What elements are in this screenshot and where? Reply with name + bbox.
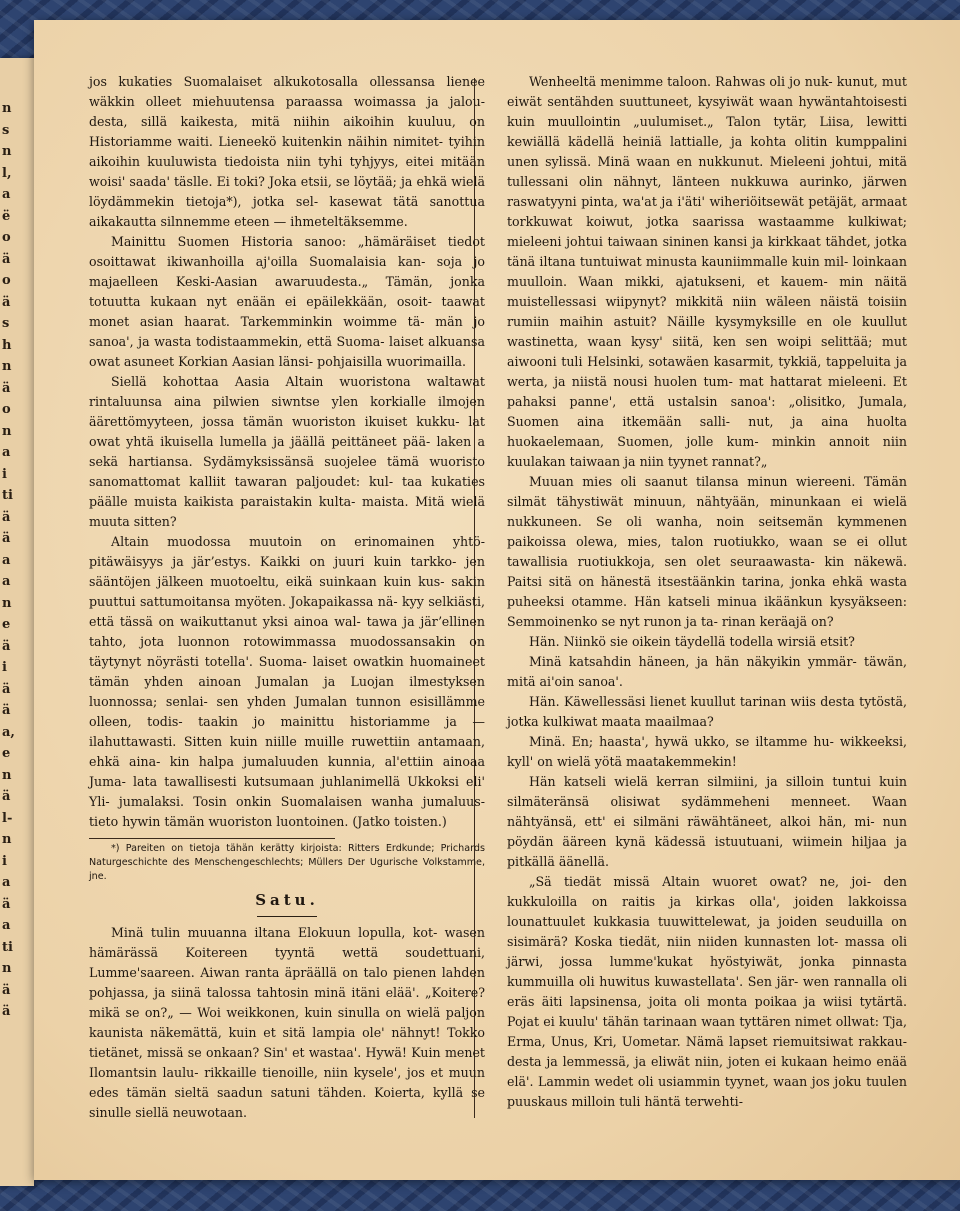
paragraph: Minä katsahdin häneen, ja hän näkyikin ymmär- täwän, mitä ai'oin sanoa'. xyxy=(507,654,907,689)
edge-letter: s xyxy=(2,316,10,331)
edge-letter: ä xyxy=(2,251,11,267)
left-column xyxy=(89,72,485,1123)
edge-letter: a xyxy=(2,552,11,568)
edge-letter: ä xyxy=(2,638,11,654)
edge-letter: ä xyxy=(2,380,11,396)
edge-letter: e xyxy=(2,746,11,761)
edge-letter: a xyxy=(2,875,11,890)
paragraph: Minä tulin muuanna iltana Elokuun lopulla, kot- wasen hämärässä Koitereen tyyntä wettä soudettuani, Lumme'saareen. Aiwan ranta äpräällä on talo pienen lahden pohjassa, ja siinä talossa tahtosin minä itäni elää'. „Koitere? mikä se on?„ — Woi weikkonen, kuin sinulla on wielä paljon kaunista näkemättä, kuin et sitä lampia ole' nähnyt! Tokko tietänet, missä se onkaan? Sin' et wastaa'. Hywä! Kuin menet Ilomantsin laulu- rikkaille tienoille, niin kysele', jos et muun edes tämän sieltä saadun satuni tähden. Koierta, kyllä se sinulle siellä neuwotaan. xyxy=(89,925,485,1120)
edge-letter: ä xyxy=(2,703,11,718)
edge-letter: ä xyxy=(2,1004,11,1019)
paragraph: Hän katseli wielä kerran silmiini, ja silloin tuntui kuin silmäteränsä olisiwat sydämmeheni menneet. Waan nähtyänsä, ett' ei silmäni räwähtäneet, alkoi hän, mi- nun pöydän ääreen kynä kädessä istuutuani, wiimein hiljaa ja pitkällä äänellä. xyxy=(507,774,907,869)
edge-letter: n xyxy=(2,359,12,374)
edge-letter: a, xyxy=(2,724,15,740)
paragraph: Minä. En; haasta', hywä ukko, se iltamme hu- wikkeeksi, kyll' on wielä yötä maatakemmekin! xyxy=(507,734,907,769)
left-page-edge xyxy=(0,58,34,1186)
paragraph: Siellä kohottaa Aasia Altain wuoristona waltawat rintaluunsa aina pilwien siwntse ylen korkialle ilmojen äärettömyyteen, jossa tämän wuoriston ikuiset kukku- lat owat yhtä ikuisella lumella ja jäällä peittäneet pää- laken a sekä hartiansa. Sydämyksissänsä suojelee tämä wuoristo sanomattomat kalliit tawaran paljoudet: kul- taa kukaties päälle muista kaikista paraistakin kulta- maista. Mitä wielä muuta sitten? xyxy=(89,374,485,529)
edge-letter: ä xyxy=(2,681,11,697)
edge-letter: h xyxy=(2,337,12,353)
left-page-edge-letters xyxy=(2,98,20,1023)
paragraph: Muuan mies oli saanut tilansa minun wiereeni. Tämän silmät tähystiwät minuun, nähtyään, minunkaan ei wielä nukkuneen. Se oli wanha, noin seitsemän kymmenen paikoissa olewa, mies, talon ruotiukko, waan se ei ollut tawallisia ruotiukkoja, sen olet seuraawasta- kin näkewä. Paitsi sitä on hänestä itsestäänkin tarina, jonka ehkä wasta puheeksi otamme. Hän katseli minua ikäänkun kysyäkseen: Semmoinenko se nyt runon ja ta- rinan keräajä on? xyxy=(507,474,907,629)
paragraph: Mainittu Suomen Historia sanoo: „hämäräiset tiedot osoittawat ikiwanhoilla aj'oilla Suomalaisia kan- soja jo majaelleen Keski-Aasian awaruudesta.„ Tämän, jonka totuutta kukaan nyt enään ei epäilekkään, osoit- taawat monet asian haarat. Tarkemminkin woimme tä- män jo sanoa', ja wasta todistaammekin, että Suoma- laiset alkuansa owat asuneet Korkian Aasian länsi- pohjaisilla wuorimailla. xyxy=(89,234,485,369)
edge-letter: n xyxy=(2,144,12,159)
edge-letter: ä xyxy=(2,982,11,998)
edge-letter: o xyxy=(2,402,11,417)
paragraph: Altain muodossa muutoin on erinomainen yhtö- pitäwäisyys ja järʼestys. Kaikki on juuri kuin tarkko- jen sääntöjen jälkeen muotoeltu, eikä suinkaan kuin kus- sakin puuttui sattumoitansa myöten. Jokapaikassa nä- kyy selkiästi, että tässä on waikuttanut yksi ainoa wal- tawa ja järʼellinen tahto, jota luonnon rotowimmassa muodossansakin on täytynyt nöyrästi totella'. Suoma- laiset owatkin huomaineet tämän yhden ainoan Jumalan ja Luojan ilmestyksen luonnossa; senlai- sen yhden Jumalan tunnon esisillämme olleen, todis- taakin jo mainittu historiamme ja — ilahuttawasti. Sitten kuin niille muille ruwettiin antamaan, ehkä aina- kin halpa jumaluuden kunnia, al'ettiin ainoaa Juma- lata tawallisesti kutsumaan juhlanimellä Ukkoksi eli' Yli- jumalaksi. Tosin onkin Suomalaisen wanha jumaluus- tieto hywin tämän wuoriston luontoinen. (Jatko toisten.) xyxy=(89,534,485,829)
edge-letter: ti xyxy=(2,939,13,955)
edge-letter: n xyxy=(2,961,12,976)
edge-letter: a xyxy=(2,445,11,460)
edge-letter: a xyxy=(2,918,11,933)
edge-letter: o xyxy=(2,230,11,245)
paragraph: Hän. Käwellessäsi lienet kuullut tarinan wiis desta tytöstä, jotka kulkiwat maata maailmaa? xyxy=(507,694,907,729)
paragraph: „Sä tiedät missä Altain wuoret owat? ne, joi- den kukkuloilla on raitis ja kirkas olla', joiden lakkoissa lounattuulet kukkasia tuuwittelewat, ja joiden seuduilla on sisimärä? Koska tiedät, niin niiden kunnasten lot- massa oli järwi, jossa lumme'kukat hyöstyiwät, jonka pinnasta kummuilla oli huwitus kuwastellata'. Sen jär- wen rannalla oli eräs äiti lapsinensa, joita oli monta poikaa ja wiisi tytärtä. Pojat ei kuulu' tähän tarinaan waan tyttären nimet ollwat: Tja, Erma, Unus, Kri, Uometar. Nämä lapset riemuitsiwat rakkau- desta ja lemmessä, ja eliwät niin, joten ei kukaan heimo enää elä'. Lammin wedet oli usiammin tyynet, waan jos joku tuulen puuskaus milloin tuli häntä terwehti- xyxy=(507,874,907,1109)
edge-letter: s xyxy=(2,122,10,138)
edge-letter: ä xyxy=(2,509,11,525)
edge-letter: ä xyxy=(2,294,11,310)
edge-letter: n xyxy=(2,423,12,439)
right-column xyxy=(507,72,907,1112)
footnote: *) Pareiten on tietoja tähän kerätty kirjoista: Ritters Erdkunde; Prichards Naturgeschichte des Menschengeschlechts; Müllers Der Ugurische Volkstamme, jne. xyxy=(89,843,485,882)
edge-letter: i xyxy=(2,853,7,869)
section-title-rule xyxy=(257,916,317,917)
edge-letter: l- xyxy=(2,810,13,826)
edge-letter: n xyxy=(2,767,12,783)
edge-letter: e xyxy=(2,617,11,632)
section-title: Satu. xyxy=(255,891,319,909)
edge-letter: n xyxy=(2,832,12,847)
edge-letter: i xyxy=(2,466,7,482)
edge-letter: n xyxy=(2,595,12,611)
edge-letter: ä xyxy=(2,896,11,912)
edge-letter: o xyxy=(2,273,11,288)
paragraph: Wenheeltä menimme taloon. Rahwas oli jo nuk- kunut, mut eiwät sentähden suuttuneet, kysyiwät waan hywäntahtoisesti kuin muullointin „uulumiset.„ Talon tytär, Liisa, lewitti kewiällä kädellä heiniä lattialle, ja kohta olitin kumppalini unen sylissä. Minä waan en nukkunut. Mieleeni johtui, mitä tullessani olin nähnyt, länteen nukkuwa aurinko, järwen raswatyyni pinta, wa'at ja i'äti' wiheriöitsewät petäjät, armaat torkkuwat koiwut, jotka saarissa wastaamme kulkiwat; mieleeni johtui taiwaan sininen kansi ja kirkkaat tähdet, jotka tänä iltana tuntuiwat minusta kauniimmalle kuin mil- loinkaan muulloin. Waan mikki, ajatukseni, et kauem- min näitä muistellessasi wiipynyt? mikkitä niin wäleen näistä toisiin rumiin maihin astuit? Näille kysymyksille en ole kuullut wastinetta, waan kysy' siitä, ken sen woipi selittää; mut aiwooni tuli Helsinki, sotawäen kasarmit, tykkiä, tappeluita ja werta, ja niistä nousi huolen tum- mat hattarat mieleeni. Et pahaksi panne', että ustalsin sanoa': „olisitko, Jumala, Suomen aina itkemään salli- nut, ja aina huolta huokaelemaan, Suomen, jolle kum- minkin annoit niin kuulakan taiwaan ja niin tyynet rannat?„ xyxy=(507,74,907,469)
edge-letter: l, xyxy=(2,165,12,181)
edge-letter: ti xyxy=(2,488,13,503)
edge-letter: ë xyxy=(2,208,11,224)
paragraph: Hän. Niinkö sie oikein täydellä todella wirsiä etsit? xyxy=(529,634,855,649)
newspaper-page xyxy=(34,20,960,1180)
paragraph: jos kukaties Suomalaiset alkukotosalla ollessansa lienee wäkkin olleet miehuutensa paraassa woimassa ja jalou- desta, sillä kaikesta, mitä niihin aikoihin kuuluu, on Historiamme waiti. Lieneekö kuitenkin näihin nimitet- tyihin aikoihin kuuluwista tiedoista niin tyhi tyhjyys, eitei mitään woisi' saada' täslle. Ei toki? Joka etsii, se löytää; ja ehkä wielä löydämmekin tietoja*), jotka sel- kasewat tätä sanottua aikakautta silnnemme eteen — ihmeteltäksemme. xyxy=(89,74,485,229)
edge-letter: ä xyxy=(2,531,11,546)
edge-letter: i xyxy=(2,660,7,675)
edge-letter: n xyxy=(2,101,12,116)
edge-letter: a xyxy=(2,574,11,589)
edge-letter: ä xyxy=(2,789,11,804)
edge-letter: a xyxy=(2,187,11,202)
